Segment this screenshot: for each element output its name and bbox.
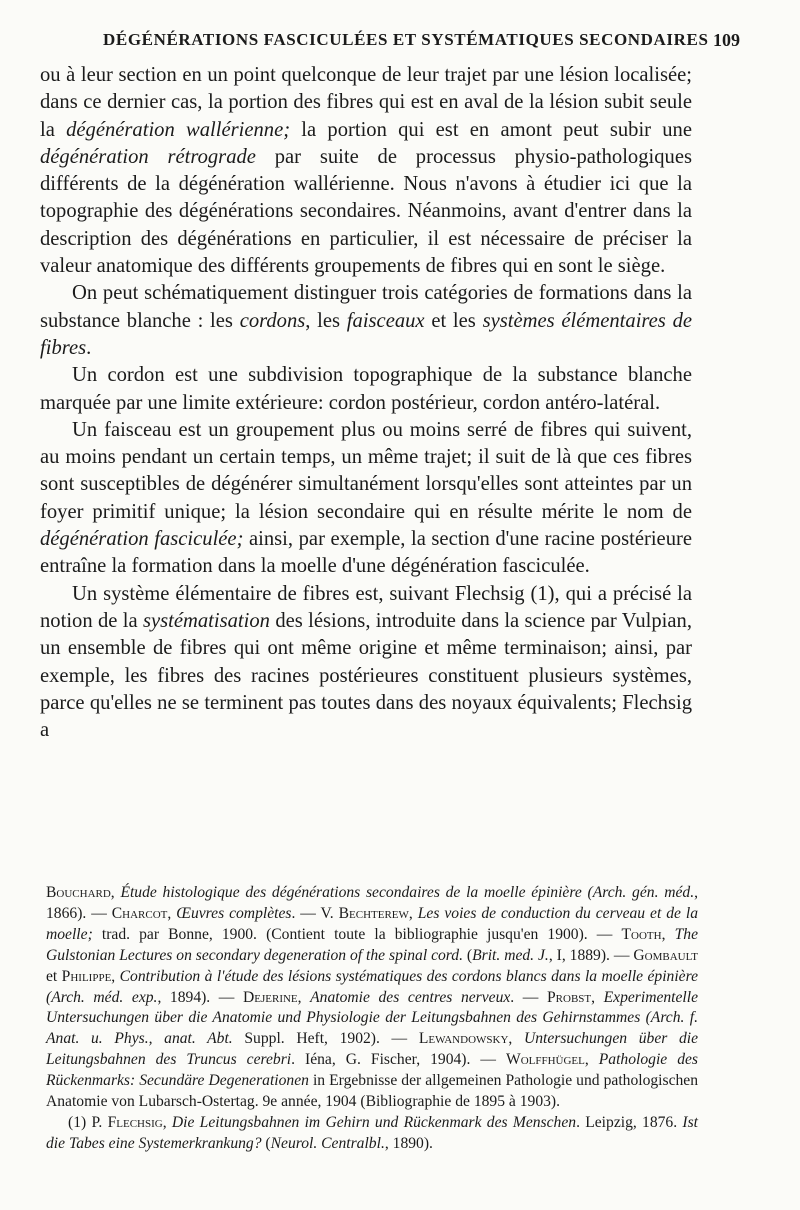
italic-term: dégénération fasciculée; xyxy=(40,528,244,551)
text: , xyxy=(110,884,121,901)
author: Charcot xyxy=(111,904,168,922)
text: trad. par Bonne, 1900. (Contient toute la bibliographie jusqu'en 1900). — xyxy=(92,925,622,943)
page-header xyxy=(40,30,740,54)
paragraph-4 xyxy=(40,417,692,581)
paragraph-1 xyxy=(40,62,692,280)
running-head: DÉGÉNÉRATIONS FASCICULÉES ET SYSTÉMATIQUES SECONDAIRES xyxy=(103,30,709,49)
text: , xyxy=(408,904,418,922)
bibliography-note xyxy=(46,883,698,1113)
text: On peut schématiquement distinguer trois catégories de formations dans la substance blanche : les xyxy=(40,282,692,332)
author: Dejerine xyxy=(243,988,298,1006)
footnote-1 xyxy=(46,1113,698,1155)
text: Un cordon est une subdivision topographique de la substance blanche marquée par une limite extérieure: cordon postérieur, cordon antéro-latéral. xyxy=(40,364,692,414)
title: Experimentelle Untersuchungen über die Anatomie und Physiologie der Leitungsbahnen des Gehirnstammes (Arch. f. Anat. u. Phys., anat. Abt. xyxy=(46,988,699,1048)
text: , les xyxy=(305,309,347,332)
text: , 1890). xyxy=(384,1134,433,1152)
paragraph-5 xyxy=(40,581,692,745)
text: . Iéna, G. Fischer, 1904). — xyxy=(291,1051,506,1069)
text: Un système élémentaire de fibres est, suivant Flechsig (1), qui a précisé la notion de la xyxy=(40,582,692,632)
text: par suite de processus physio-pathologiques différents de la dégénération wallérienne. Nous n'avons à étudier ici que la topographie des dégénérations secondaires. Néanmoins, avant d'entrer dans la description des dégénérations en particulier, il est nécessaire de préciser la valeur anatomique des différents groupements de fibres qui en sont le siège. xyxy=(40,145,692,278)
author: Philippe xyxy=(61,967,112,985)
paragraph-3 xyxy=(40,362,692,417)
title: Pathologie des Rückenmarks: Secundäre Degenerationen xyxy=(46,1051,698,1090)
text: des lésions, introduite dans la science par Vulpian, un ensemble de fibres qui ont même origine et même terminaison; ainsi, par exemple, les fibres des racines postérieures constituent plusieurs systèmes, parce qu'elles ne se terminent pas toutes dans des noyaux équivalents; Flechsig a xyxy=(40,609,692,742)
text: , xyxy=(661,925,675,943)
text: ou à leur section en un point quelconque de leur trajet par une lésion localisée; dans ce dernier cas, la portion des fibres qui est en aval de la lésion subit seule la xyxy=(40,64,692,141)
title: Die Leitungsbahnen im Gehirn und Rückenmark des Menschen xyxy=(171,1113,577,1131)
author: Gombault xyxy=(633,946,699,964)
text: . Leipzig, 1876. xyxy=(576,1113,683,1131)
text: , xyxy=(162,1113,172,1131)
text: , xyxy=(297,988,311,1006)
italic-term: systématisation xyxy=(142,609,270,632)
italic-term: dégénération rétrograde xyxy=(40,145,256,168)
author: Wolffhügel xyxy=(505,1051,585,1069)
text: Suppl. Heft, 1902). — xyxy=(232,1030,419,1048)
text: , xyxy=(167,904,177,922)
main-text xyxy=(40,62,692,744)
text: , I, 1889). — xyxy=(548,946,634,964)
title: The Gulstonian Lectures on secondary degeneration of the spinal cord. xyxy=(46,925,698,964)
title: Anatomie des centres nerveux xyxy=(310,988,511,1006)
text: . — xyxy=(510,988,547,1006)
title: Untersuchungen über die Leitungsbahnen des Truncus cerebri xyxy=(46,1030,699,1069)
text: ( xyxy=(462,946,473,964)
author: Bechterew xyxy=(338,904,409,922)
italic-term: faisceaux xyxy=(346,309,425,332)
text: , xyxy=(584,1051,599,1069)
italic-term: systèmes élémentaires de fibres xyxy=(40,309,693,359)
page-number: 109 xyxy=(713,30,740,50)
author: Probst xyxy=(546,988,592,1006)
text: la portion qui est en amont peut subir une xyxy=(290,118,692,141)
italic-term: dégénération wallérienne; xyxy=(66,118,291,141)
author: Flechsig xyxy=(107,1113,163,1131)
text: , xyxy=(111,967,120,985)
text: , xyxy=(591,988,604,1006)
title: Neurol. Centralbl. xyxy=(270,1134,385,1152)
text: ( xyxy=(261,1134,271,1152)
text: . xyxy=(86,336,92,359)
title: Brit. med. J. xyxy=(472,946,549,964)
author: Bouchard xyxy=(46,884,111,901)
text: . — V. xyxy=(291,904,339,922)
text: , 1866). — xyxy=(46,884,698,922)
text: ainsi, par exemple, la section d'une racine postérieure entraîne la formation dans la moelle d'une dégénération fasciculée. xyxy=(40,528,692,578)
text: et xyxy=(46,967,62,985)
text: , xyxy=(508,1030,524,1048)
italic-term: cordons xyxy=(239,309,306,332)
author: Tooth xyxy=(621,925,662,943)
text: Un faisceau est un groupement plus ou moins serré de fibres qui suivent, au moins pendant un certain temps, un même trajet; il suit de là que ces fibres sont susceptibles de dégénérer simultanément lorsqu'elles sont atteintes par un foyer primitif unique; la lésion secondaire qui en résulte mérite le nom de xyxy=(40,418,692,523)
title: Les voies de conduction du cerveau et de la moelle; xyxy=(46,904,699,943)
title: Étude histologique des dégénérations secondaires de la moelle épinière (Arch. gén. méd. xyxy=(120,884,695,901)
text: in Ergebnisse der allgemeinen Pathologie und pathologischen Anatomie von Lubarsch-Ostertag. 9e année, 1904 (Bibliographie de 1895 à 1903). xyxy=(46,1072,699,1111)
footnotes xyxy=(46,883,698,1155)
author: Lewandowsky xyxy=(418,1030,509,1048)
text: (1) P. xyxy=(68,1113,108,1131)
text: , 1894). — xyxy=(157,988,243,1006)
paragraph-2 xyxy=(40,280,692,362)
title: Contribution à l'étude des lésions systématiques des cordons blancs dans la moelle épinière (Arch. méd. exp. xyxy=(46,967,699,1006)
text: et les xyxy=(424,309,483,332)
title: Ist die Tabes eine Systemerkrankung? xyxy=(46,1113,698,1152)
title: Œuvres complètes xyxy=(176,904,292,922)
